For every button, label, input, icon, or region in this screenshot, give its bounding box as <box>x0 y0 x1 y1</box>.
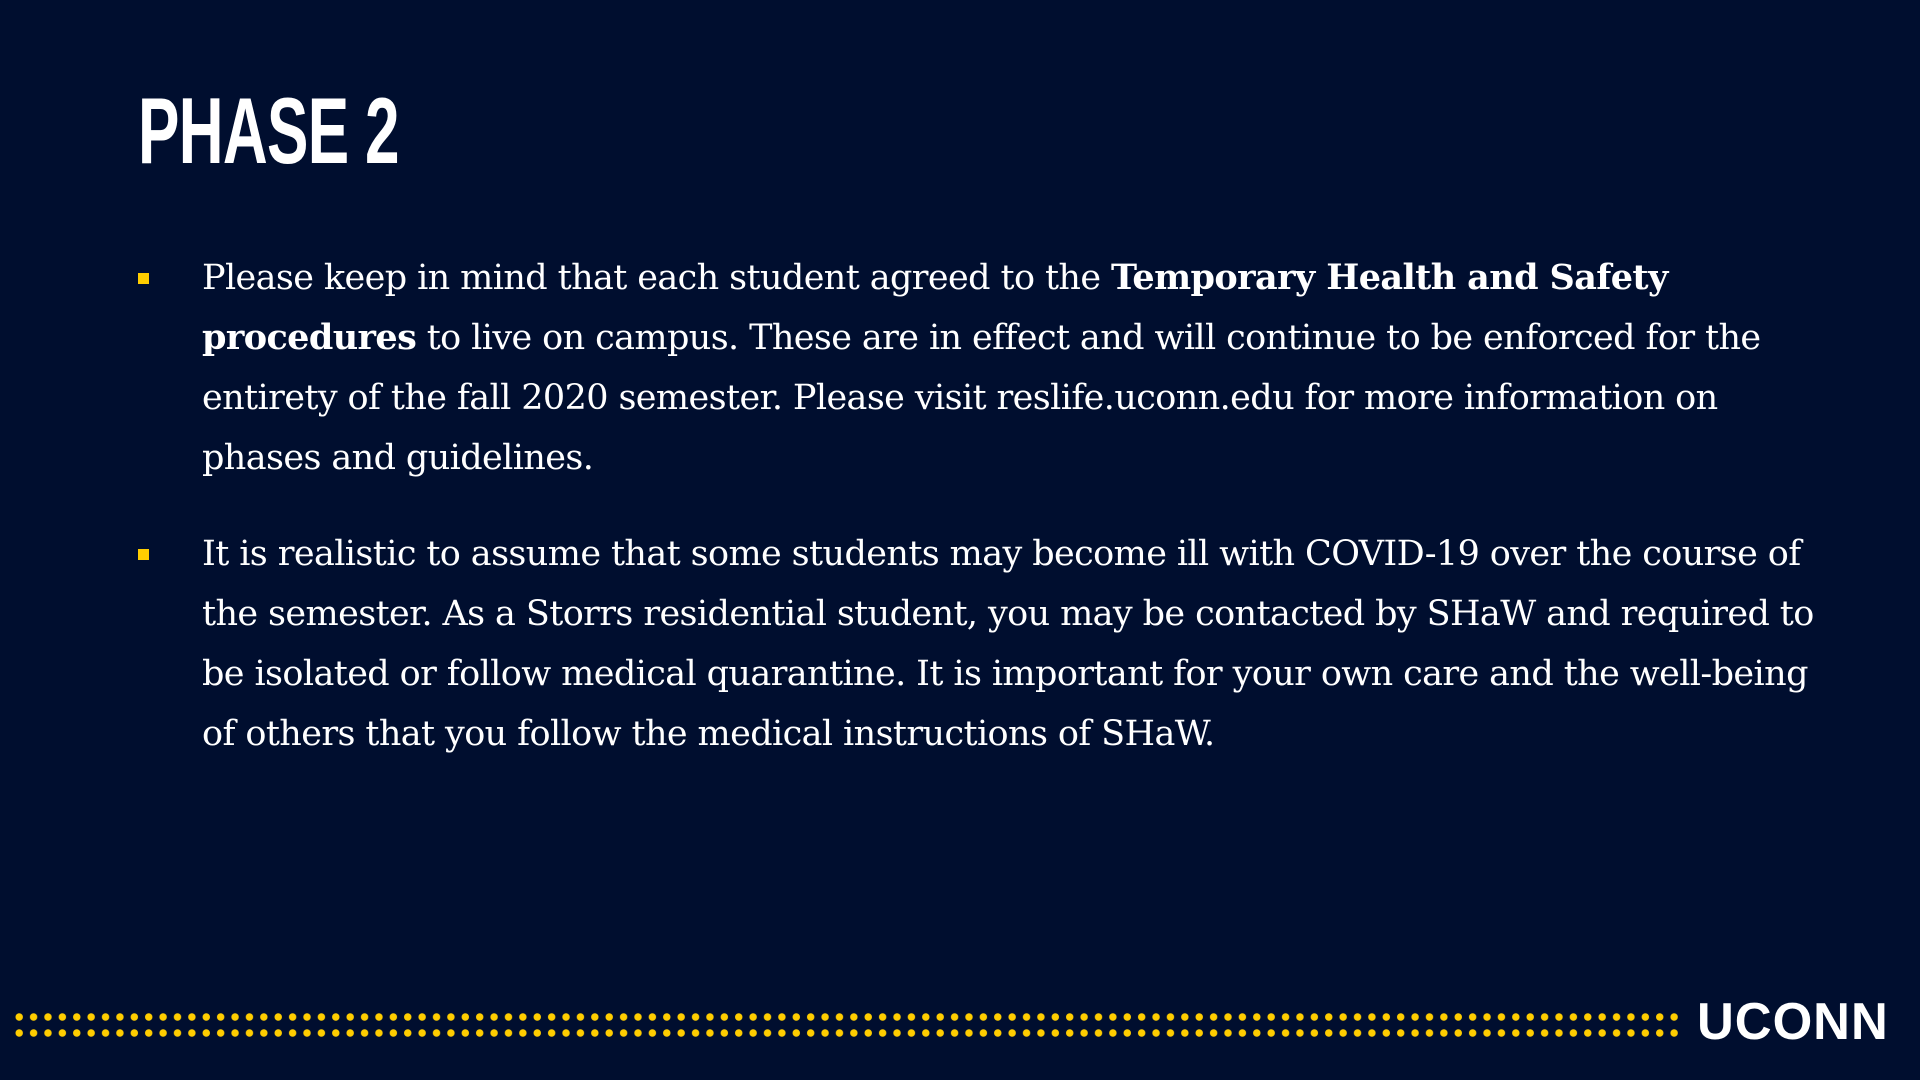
bullet-item-2 <box>138 524 1818 764</box>
slide-title: PHASE 2 <box>138 78 399 183</box>
uconn-logo: UCONN <box>1697 993 1889 1051</box>
square-bullet-icon <box>138 273 149 284</box>
footer-dot-pattern <box>12 1009 1678 1041</box>
bullet-item-1 <box>138 248 1818 488</box>
bullet-1-text-before: Please keep in mind that each student agreed to the <box>202 258 1111 298</box>
bullet-1-text-after: to live on campus. These are in effect and will continue to be enforced for the entirety of the fall 2020 semester. Please visit reslife.uconn.edu for more information on phases and guidelines. <box>202 318 1761 478</box>
bullet-1-bold-text: Temporary Health and Safety procedures <box>202 257 1668 358</box>
bullet-2-text: It is realistic to assume that some students may become ill with COVID-19 over the course of the semester. As a Storrs residential student, you may be contacted by SHaW and required to be isolated or follow medical quarantine. It is important for your own care and the well-being of others that you follow the medical instructions of SHaW. <box>202 534 1814 754</box>
square-bullet-icon <box>138 549 149 560</box>
bullet-list <box>138 248 1818 800</box>
